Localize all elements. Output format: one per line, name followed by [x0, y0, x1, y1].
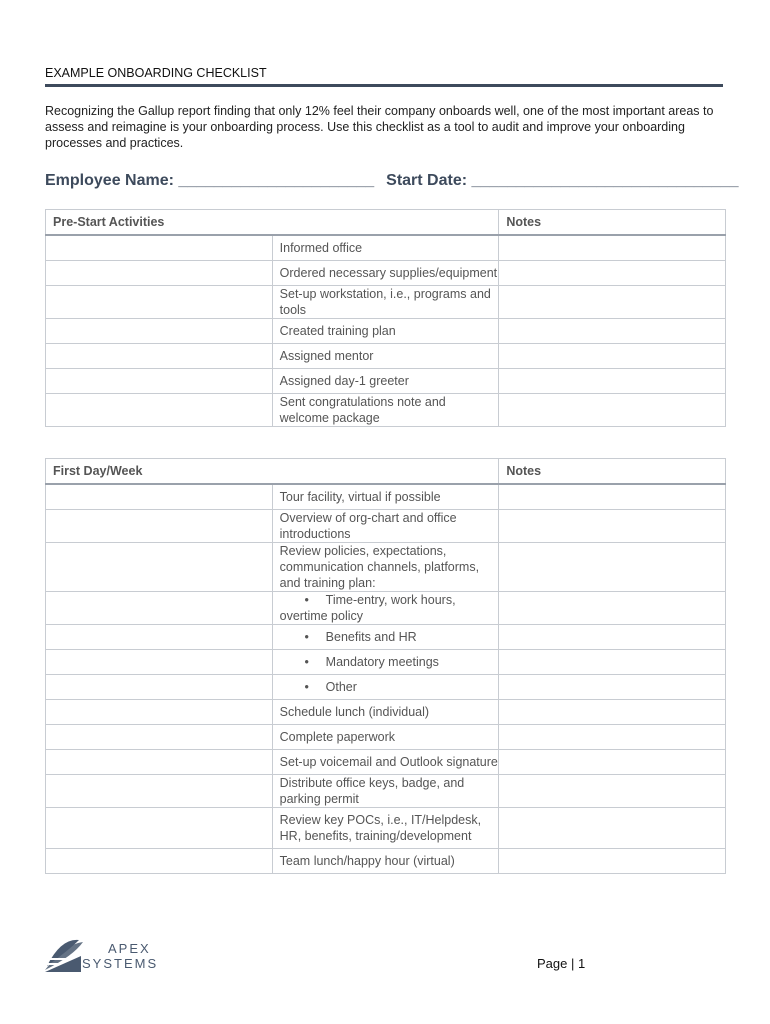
page-number: Page | 1 — [537, 956, 586, 971]
sub-item-label: Benefits and HR — [325, 630, 417, 644]
checkbox-cell[interactable] — [46, 675, 273, 700]
task-cell: Assigned day-1 greeter — [272, 369, 499, 394]
start-date-label: Start Date: ______________________________ — [386, 172, 739, 189]
notes-cell[interactable] — [499, 286, 726, 319]
bullet-icon: • — [304, 593, 309, 607]
first-week-table — [45, 458, 726, 874]
table-row — [46, 286, 726, 319]
checkbox-cell[interactable] — [46, 650, 273, 675]
notes-cell[interactable] — [499, 700, 726, 725]
task-cell: Overview of org-chart and office introductions — [272, 510, 499, 543]
pre-start-notes-heading: Notes — [499, 210, 726, 236]
checkbox-cell[interactable] — [46, 808, 273, 849]
checkbox-cell[interactable] — [46, 510, 273, 543]
first-week-heading: First Day/Week — [46, 459, 499, 485]
checkbox-cell[interactable] — [46, 261, 273, 286]
checkbox-cell[interactable] — [46, 394, 273, 427]
notes-cell[interactable] — [499, 510, 726, 543]
notes-cell[interactable] — [499, 394, 726, 427]
table-row — [46, 849, 726, 874]
task-cell: Assigned mentor — [272, 344, 499, 369]
employee-name-label: Employee Name: ______________________ — [45, 172, 375, 189]
checkbox-cell[interactable] — [46, 849, 273, 874]
table-row — [46, 394, 726, 427]
table-row — [46, 484, 726, 510]
notes-cell[interactable] — [499, 675, 726, 700]
task-cell: Team lunch/happy hour (virtual) — [272, 849, 499, 874]
checkbox-cell[interactable] — [46, 543, 273, 592]
checkbox-cell[interactable] — [46, 369, 273, 394]
table-row — [46, 675, 726, 700]
table-row — [46, 700, 726, 725]
table-row — [46, 261, 726, 286]
table-row — [46, 344, 726, 369]
task-cell: Review key POCs, i.e., IT/Helpdesk, HR, benefits, training/development — [272, 808, 499, 849]
checkbox-cell[interactable] — [46, 625, 273, 650]
pre-start-heading: Pre-Start Activities — [46, 210, 499, 236]
notes-cell[interactable] — [499, 750, 726, 775]
task-cell: Complete paperwork — [272, 725, 499, 750]
notes-cell[interactable] — [499, 808, 726, 849]
table-row — [46, 775, 726, 808]
task-cell: Tour facility, virtual if possible — [272, 484, 499, 510]
logo-line-2: SYSTEMS — [82, 956, 159, 971]
notes-cell[interactable] — [499, 725, 726, 750]
table-row — [46, 369, 726, 394]
checkbox-cell[interactable] — [46, 484, 273, 510]
table-row — [46, 235, 726, 261]
sub-item-label: Time-entry, work hours, overtime policy — [279, 593, 456, 623]
task-cell: Set-up voicemail and Outlook signature — [272, 750, 499, 775]
notes-cell[interactable] — [499, 625, 726, 650]
checkbox-cell[interactable] — [46, 319, 273, 344]
notes-cell[interactable] — [499, 849, 726, 874]
task-cell — [272, 675, 499, 700]
task-cell: Distribute office keys, badge, and parking permit — [272, 775, 499, 808]
bullet-icon: • — [304, 655, 309, 669]
pre-start-table — [45, 209, 726, 427]
checkbox-cell[interactable] — [46, 775, 273, 808]
task-cell: Created training plan — [272, 319, 499, 344]
notes-cell[interactable] — [499, 775, 726, 808]
table-row — [46, 592, 726, 625]
checkbox-cell[interactable] — [46, 592, 273, 625]
title-rule — [45, 84, 723, 87]
notes-cell[interactable] — [499, 543, 726, 592]
task-cell — [272, 625, 499, 650]
notes-cell[interactable] — [499, 235, 726, 261]
notes-cell[interactable] — [499, 319, 726, 344]
checkbox-cell[interactable] — [46, 700, 273, 725]
task-cell — [272, 650, 499, 675]
document-title: EXAMPLE ONBOARDING CHECKLIST — [45, 66, 267, 80]
checkbox-cell[interactable] — [46, 750, 273, 775]
table-row — [46, 725, 726, 750]
bullet-icon: • — [304, 680, 309, 694]
checkbox-cell[interactable] — [46, 344, 273, 369]
checkbox-cell[interactable] — [46, 235, 273, 261]
task-cell: Sent congratulations note and welcome package — [272, 394, 499, 427]
notes-cell[interactable] — [499, 261, 726, 286]
notes-cell[interactable] — [499, 484, 726, 510]
task-cell: Ordered necessary supplies/equipment — [272, 261, 499, 286]
notes-cell[interactable] — [499, 369, 726, 394]
sub-item-label: Mandatory meetings — [325, 655, 439, 669]
table-row — [46, 625, 726, 650]
notes-cell[interactable] — [499, 592, 726, 625]
first-week-notes-heading: Notes — [499, 459, 726, 485]
task-cell: Review policies, expectations, communication channels, platforms, and training plan: — [272, 543, 499, 592]
sub-item-label: Other — [325, 680, 357, 694]
employee-fields — [45, 172, 739, 190]
table-row — [46, 510, 726, 543]
table-row — [46, 750, 726, 775]
logo-wordmark — [82, 941, 158, 971]
task-cell: Schedule lunch (individual) — [272, 700, 499, 725]
checkbox-cell[interactable] — [46, 286, 273, 319]
task-cell: Informed office — [272, 235, 499, 261]
task-cell: Set-up workstation, i.e., programs and tools — [272, 286, 499, 319]
notes-cell[interactable] — [499, 344, 726, 369]
bullet-icon: • — [304, 630, 309, 644]
table-row — [46, 808, 726, 849]
table-row — [46, 650, 726, 675]
task-cell — [272, 592, 499, 625]
table-row — [46, 543, 726, 592]
table-row — [46, 319, 726, 344]
intro-paragraph: Recognizing the Gallup report finding that only 12% feel their company onboards well, one of the most important areas to assess and reimagine is your onboarding process. Use this checklist as a tool to audit and improve your onboarding processes and practices. — [45, 104, 714, 150]
notes-cell[interactable] — [499, 650, 726, 675]
logo-line-1: APEX — [108, 941, 151, 956]
checkbox-cell[interactable] — [46, 725, 273, 750]
